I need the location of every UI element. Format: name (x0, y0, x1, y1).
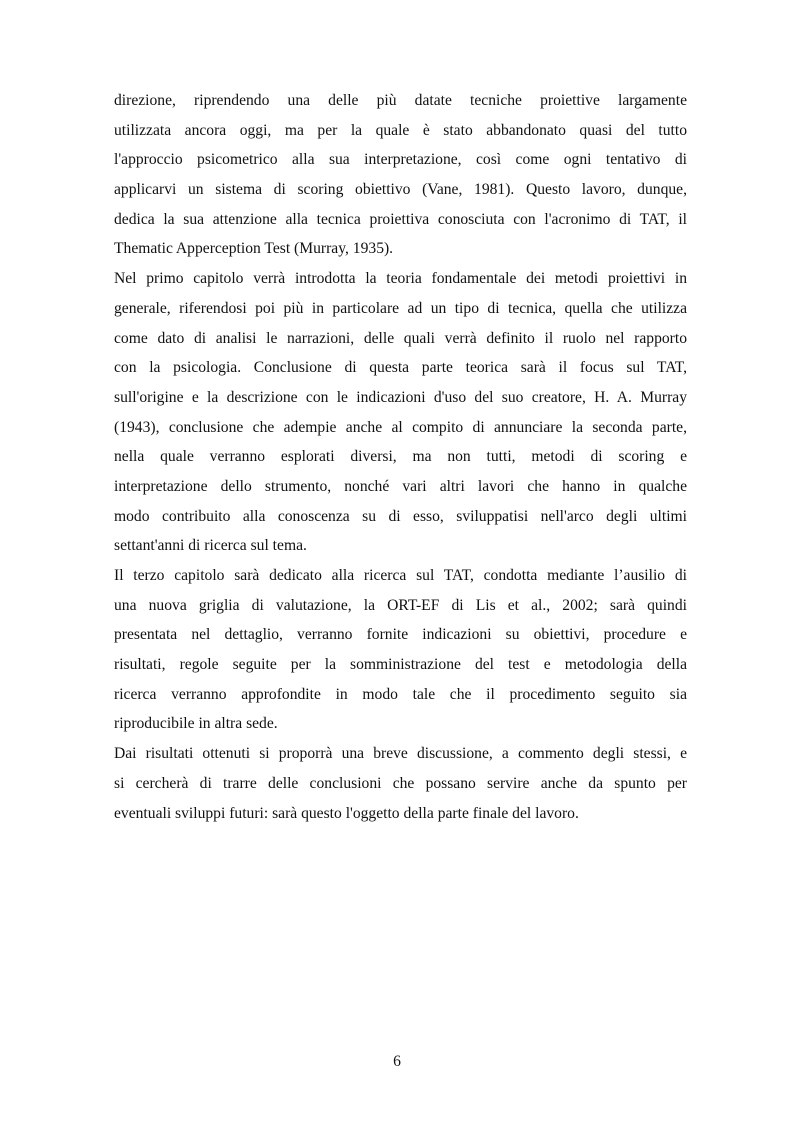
paragraph-3 (114, 561, 687, 739)
paragraph-4 (114, 739, 687, 828)
text-line: Il terzo capitolo sarà dedicato alla ricerca sul TAT, condotta mediante l’ausilio di (114, 567, 687, 584)
paragraph-2 (114, 264, 687, 561)
text-line: presentata nel dettaglio, verranno fornite indicazioni su obiettivi, procedure e (114, 626, 687, 644)
text-line: Nel primo capitolo verrà introdotta la teoria fondamentale dei metodi proiettivi in (114, 270, 687, 288)
text-line: utilizzata ancora oggi, ma per la quale è stato abbandonato quasi del tutto (114, 121, 687, 139)
document-body (114, 86, 687, 828)
text-line: l'approccio psicometrico alla sua interpretazione, così come ogni tentativo di (114, 151, 687, 169)
page-number: 6 (393, 1053, 401, 1070)
text-line: dedica la sua attenzione alla tecnica proiettiva conosciuta con l'acronimo di TAT, il (114, 210, 687, 228)
text-line: ricerca verranno approfondite in modo tale che il procedimento seguito sia (114, 685, 687, 703)
text-line: sull'origine e la descrizione con le indicazioni d'uso del suo creatore, H. A. Murray (114, 388, 687, 406)
text-line: Dai risultati ottenuti si proporrà una breve discussione, a commento degli stessi, e (114, 745, 687, 763)
text-line: come dato di analisi le narrazioni, delle quali verrà definito il ruolo nel rapporto (114, 329, 687, 347)
text-line: direzione, riprendendo una delle più datate tecniche proiettive largamente (114, 92, 687, 109)
text-line: riproducibile in altra sede. (114, 715, 278, 733)
text-line: modo contribuito alla conoscenza su di esso, sviluppatisi nell'arco degli ultimi (114, 507, 687, 525)
text-line: (1943), conclusione che adempie anche al compito di annunciare la seconda parte, (114, 418, 687, 436)
text-line: settant'anni di ricerca sul tema. (114, 537, 307, 555)
text-line: una nuova griglia di valutazione, la ORT-EF di Lis et al., 2002; sarà quindi (114, 596, 687, 614)
text-line: eventuali sviluppi futuri: sarà questo l'oggetto della parte finale del lavoro. (114, 804, 579, 822)
text-line: Thematic Apperception Test (Murray, 1935). (114, 240, 394, 258)
text-line: interpretazione dello strumento, nonché vari altri lavori che hanno in qualche (114, 477, 687, 495)
text-line: generale, riferendosi poi più in particolare ad un tipo di tecnica, quella che utilizza (114, 299, 687, 317)
paragraph-1 (114, 86, 687, 264)
text-line: si cercherà di trarre delle conclusioni che possano servire anche da spunto per (114, 774, 687, 792)
text-line: applicarvi un sistema di scoring obiettivo (Vane, 1981). Questo lavoro, dunque, (114, 181, 687, 199)
text-line: risultati, regole seguite per la somministrazione del test e metodologia della (114, 656, 687, 674)
text-line: con la psicologia. Conclusione di questa parte teorica sarà il focus sul TAT, (114, 359, 687, 377)
text-line: nella quale verranno esplorati diversi, ma non tutti, metodi di scoring e (114, 448, 687, 466)
